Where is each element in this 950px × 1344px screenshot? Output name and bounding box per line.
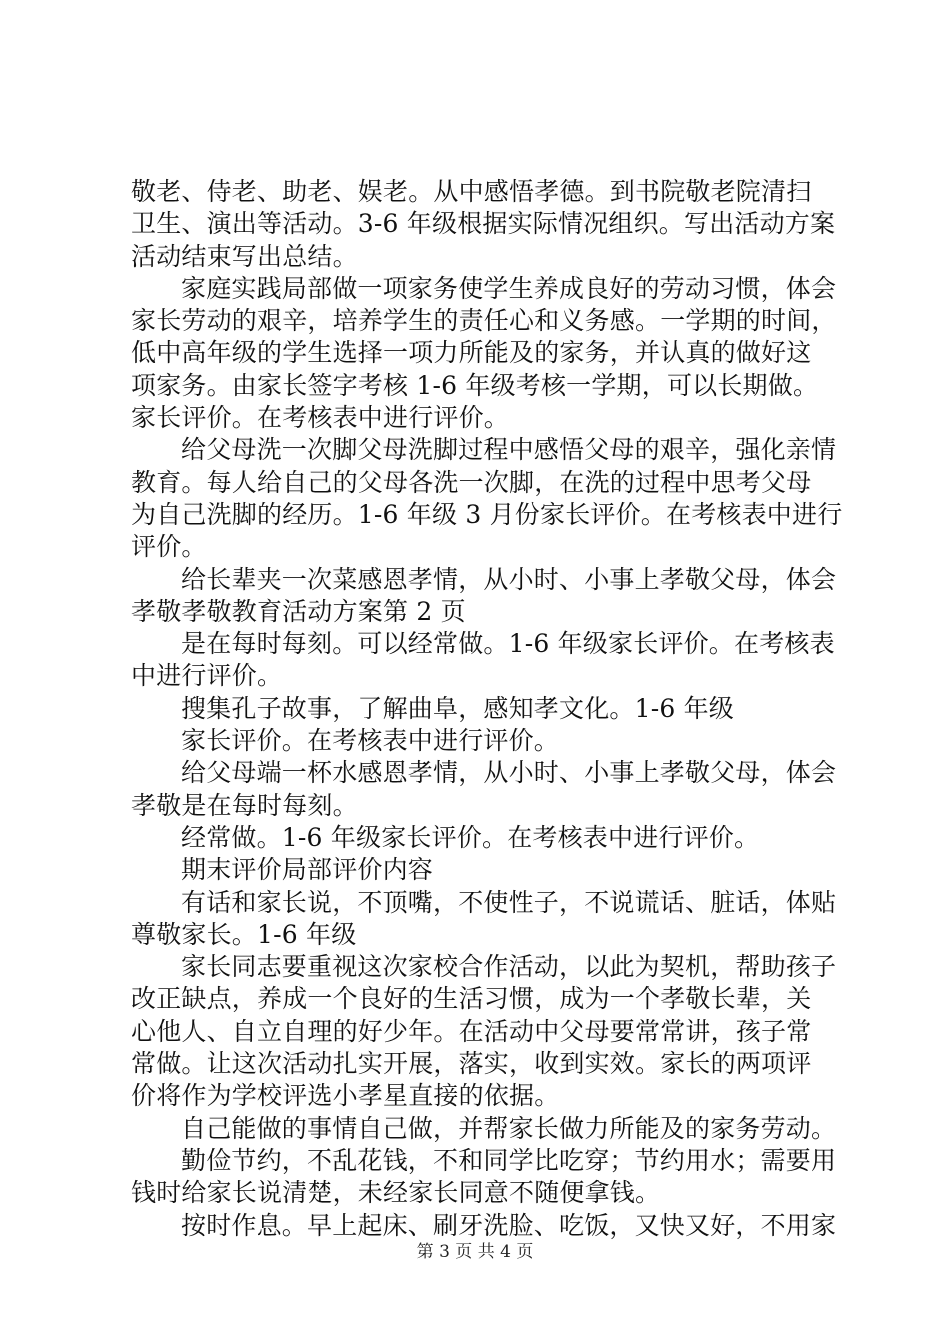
text-line: 心他人、自立自理的好少年。在活动中父母要常常讲，孩子常 — [131, 1016, 812, 1046]
document-body — [131, 176, 843, 1242]
text-line: 给长辈夹一次菜感恩孝情，从小时、小事上孝敬父母，体会 — [181, 564, 837, 594]
text-line: 家庭实践局部做一项家务使学生养成良好的劳动习惯，体会 — [181, 273, 837, 303]
page-footer: 第 3 页 共 4 页 — [416, 1242, 534, 1262]
text-line: 孝敬是在每时每刻。 — [131, 790, 358, 820]
text-line: 教育。每人给自己的父母各洗一次脚，在洗的过程中思考父母 — [131, 467, 812, 497]
text-line: 常做。让这次活动扎实开展，落实，收到实效。家长的两项评 — [131, 1049, 812, 1079]
text-line: 低中高年级的学生选择一项力所能及的家务，并认真的做好这 — [131, 338, 812, 368]
text-line: 敬老、侍老、助老、娱老。从中感悟孝德。到书院敬老院清扫 — [131, 177, 812, 206]
text-line: 中进行评价。 — [131, 661, 283, 691]
text-line: 有话和家长说，不顶嘴，不使性子，不说谎话、脏话，体贴 — [181, 887, 837, 917]
text-line: 经常做。1-6 年级家长评价。在考核表中进行评价。 — [181, 822, 760, 852]
text-line: 活动结束写出总结。 — [131, 241, 358, 271]
text-line: 项家务。由家长签字考核 1-6 年级考核一学期，可以长期做。 — [131, 370, 819, 400]
text-line: 是在每时每刻。可以经常做。1-6 年级家长评价。在考核表 — [181, 629, 835, 659]
text-line: 给父母端一杯水感恩孝情，从小时、小事上孝敬父母，体会 — [181, 758, 837, 788]
text-line: 按时作息。早上起床、刷牙洗脸、吃饭，又快又好，不用家 — [181, 1210, 837, 1240]
text-line: 评价。 — [131, 532, 207, 562]
text-line: 钱时给家长说清楚，未经家长同意不随便拿钱。 — [131, 1178, 661, 1208]
text-line: 尊敬家长。1-6 年级 — [131, 919, 357, 949]
text-line: 改正缺点，养成一个良好的生活习惯，成为一个孝敬长辈，关 — [131, 984, 812, 1014]
text-line: 家长劳动的艰辛，培养学生的责任心和义务感。一学期的时间， — [131, 306, 837, 336]
text-line: 家长评价。在考核表中进行评价。 — [131, 403, 510, 433]
text-line: 勤俭节约，不乱花钱，不和同学比吃穿；节约用水；需要用 — [181, 1145, 837, 1175]
text-line: 孝敬孝敬教育活动方案第 2 页 — [131, 596, 466, 626]
text-line: 家长评价。在考核表中进行评价。 — [181, 726, 560, 756]
text-line: 期末评价局部评价内容 — [181, 855, 434, 885]
text-line: 为自己洗脚的经历。1-6 年级 3 月份家长评价。在考核表中进行 — [131, 499, 843, 529]
text-line: 搜集孔子故事，了解曲阜，感知孝文化。1-6 年级 — [181, 693, 735, 723]
text-line: 价将作为学校评选小孝星直接的依据。 — [131, 1081, 560, 1111]
text-line: 给父母洗一次脚父母洗脚过程中感悟父母的艰辛，强化亲情 — [181, 435, 837, 465]
text-line: 卫生、演出等活动。3-6 年级根据实际情况组织。写出活动方案 — [131, 209, 836, 239]
text-line: 家长同志要重视这次家校合作活动，以此为契机，帮助孩子 — [181, 952, 837, 982]
text-line: 自己能做的事情自己做，并帮家长做力所能及的家务劳动。 — [181, 1113, 837, 1143]
